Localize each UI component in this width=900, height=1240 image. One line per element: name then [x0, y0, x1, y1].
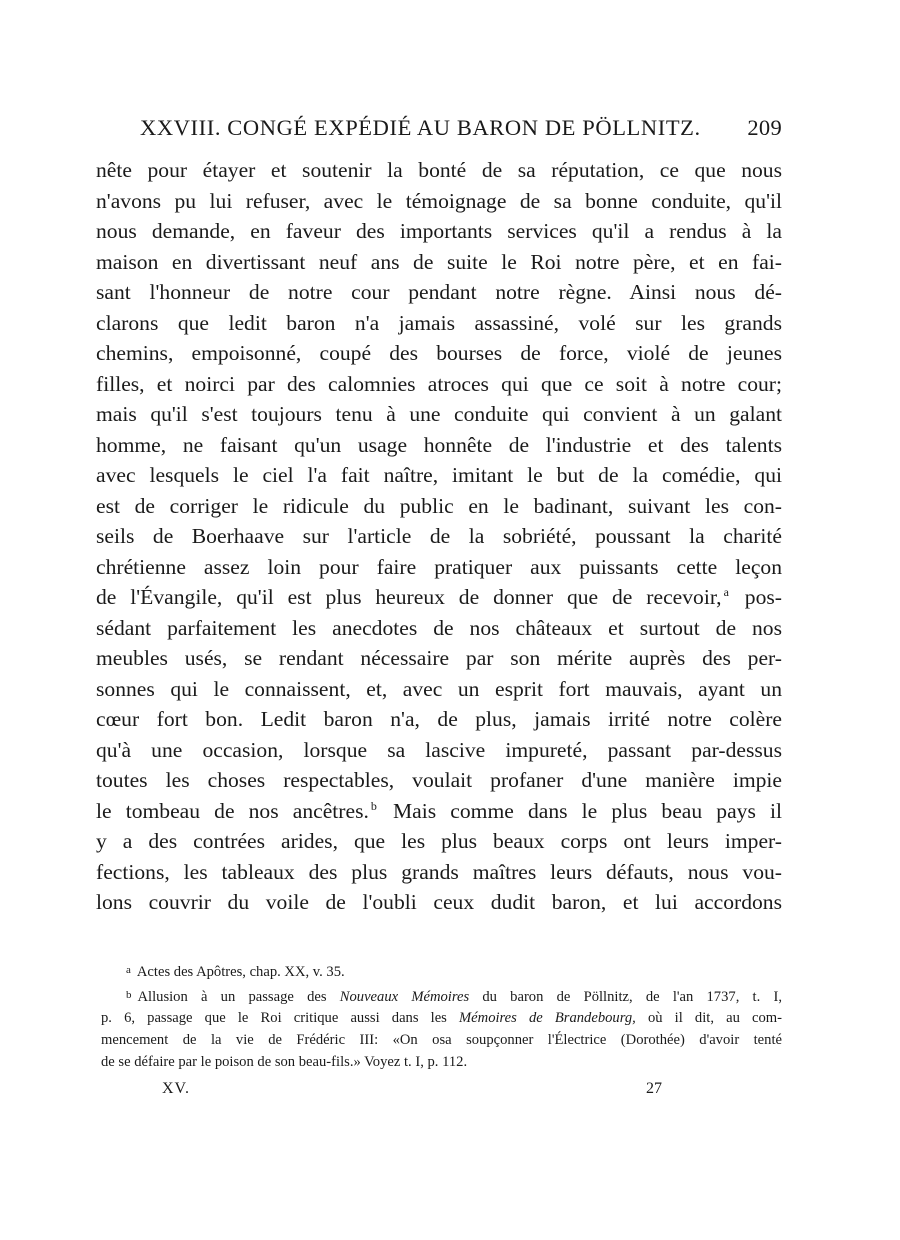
footnote-b-letter: b	[126, 988, 132, 1001]
footnote-a-text: Actes des Apôtres, chap. XX, v. 35.	[136, 964, 345, 980]
text-line: sant l'honneur de notre cour pendant notre règne. Ainsi nous dé-	[96, 280, 782, 304]
text-line: maison en divertissant neuf ans de suite le Roi notre père, et en fai-	[96, 249, 782, 274]
text-line: sédant parfaitement les anecdotes de nos châteaux et surtout de nos	[96, 615, 782, 640]
footnote-b-line	[101, 987, 782, 1009]
text-line: sonnes qui le connaissent, et, avec un esprit fort mauvais, ayant un	[96, 676, 782, 701]
footnote-text: Allusion à un passage des	[137, 988, 327, 1005]
text-line: fections, les tableaux des plus grands maîtres leurs défauts, nous vou-	[96, 859, 782, 884]
text-segment: de l'Évangile, qu'il est plus heureux de donner que de recevoir,	[96, 585, 722, 609]
text-segment: Mais comme dans le plus beau pays il	[392, 798, 782, 823]
text-line: cœur fort bon. Ledit baron n'a, de plus, jamais irrité notre colère	[96, 707, 782, 731]
text-line: chrétienne assez loin pour faire pratiquer aux puissants cette leçon	[96, 554, 782, 579]
footnote-a-letter: a	[126, 964, 131, 976]
text-line: chemins, empoisonné, coupé des bourses de force, violé de jeunes	[96, 341, 782, 365]
main-text	[96, 155, 782, 918]
footnote-book-title: Mémoires de Brandebourg,	[459, 1010, 636, 1027]
text-line: homme, ne faisant qu'un usage honnête de l'industrie et des talents	[96, 432, 782, 457]
text-line: nous demande, en faveur des importants services qu'il a rendus à la	[96, 219, 782, 243]
text-line: y a des contrées arides, que les plus beaux corps ont leurs imper-	[96, 829, 782, 853]
footnote-text: p. 6, passage que le Roi critique aussi dans les	[101, 1010, 447, 1027]
footnotes	[101, 962, 782, 1073]
footnote-b-marker: b	[370, 798, 377, 813]
footnote-a-marker: a	[723, 585, 729, 599]
sheet-number: 27	[646, 1080, 662, 1097]
text-line-with-footnote-b	[96, 796, 782, 827]
text-line: clarons que ledit baron n'a jamais assassiné, volé sur les grands	[96, 310, 782, 335]
footnote-b-line	[101, 1008, 782, 1030]
text-line: avec lesquels le ciel l'a fait naître, imitant le but de la comédie, qui	[96, 463, 782, 487]
footnote-text: du baron de Pöllnitz, de l'an 1737, t. I,	[482, 988, 782, 1005]
text-line: n'avons pu lui refuser, avec le témoignage de sa bonne conduite, qu'il	[96, 188, 782, 213]
text-line: filles, et noirci par des calomnies atroces qui que ce soit à notre cour;	[96, 371, 782, 396]
page-number: 209	[747, 115, 782, 140]
chapter-title: XXVIII. CONGÉ EXPÉDIÉ AU BARON DE PÖLLNITZ.	[140, 115, 701, 140]
footnote-a	[101, 962, 782, 984]
signature-mark: XV.	[162, 1080, 191, 1097]
text-line: meubles usés, se rendant nécessaire par son mérite auprès des per-	[96, 646, 782, 670]
text-line: est de corriger le ridicule du public en le badinant, suivant les con-	[96, 493, 782, 518]
text-line: nête pour étayer et soutenir la bonté de sa réputation, ce que nous	[96, 158, 782, 182]
text-line: toutes les choses respectables, voulait profaner d'une manière impie	[96, 768, 782, 792]
text-line: lons couvrir du voile de l'oubli ceux dudit baron, et lui accordons	[96, 890, 782, 914]
text-line-with-footnote-a	[96, 582, 782, 613]
text-line: seils de Boerhaave sur l'article de la sobriété, poussant la charité	[96, 524, 782, 548]
footnote-b-line: mencement de la vie de Frédéric III: «On osa soupçonner l'Électrice (Dorothée) d'avoir tenté	[101, 1032, 782, 1049]
footnote-book-title: Nouveaux Mémoires	[339, 988, 470, 1005]
running-head	[140, 113, 782, 143]
footnote-b-line: de se défaire par le poison de son beau-fils.» Voyez t. I, p. 112.	[101, 1053, 468, 1070]
footnote-text: où il dit, au com-	[647, 1010, 782, 1027]
text-line: qu'à une occasion, lorsque sa lascive impureté, passant par-dessus	[96, 737, 782, 762]
text-line: mais qu'il s'est toujours tenu à une conduite qui convient à un galant	[96, 402, 782, 426]
text-segment: le tombeau de nos ancêtres.	[96, 798, 369, 823]
text-segment: pos-	[744, 585, 782, 609]
